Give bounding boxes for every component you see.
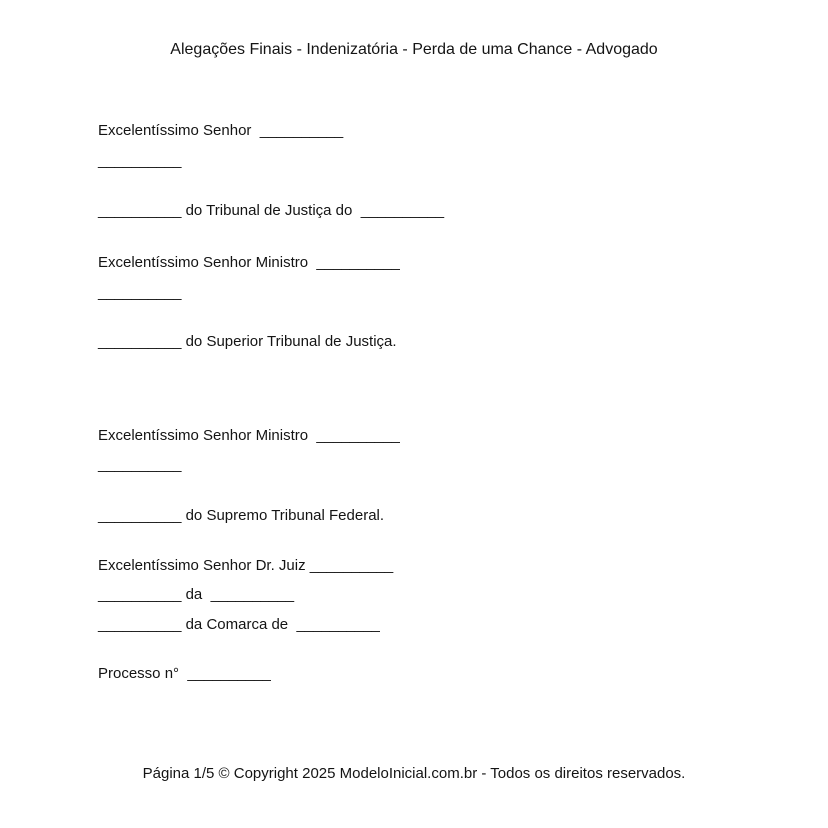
tribunal-justica-line: __________ do Tribunal de Justiça do __________ bbox=[98, 202, 445, 219]
document-title: Alegações Finais - Indenizatória - Perda de uma Chance - Advogado bbox=[170, 41, 658, 58]
processo-numero-line: Processo n° __________ bbox=[98, 665, 271, 682]
salutation-ministro-stj-line: Excelentíssimo Senhor Ministro __________ bbox=[98, 254, 400, 271]
salutation-ministro-stf-line: Excelentíssimo Senhor Ministro __________ bbox=[98, 427, 400, 444]
comarca-line: __________ da Comarca de __________ bbox=[98, 616, 380, 633]
salutation-senhor-line: Excelentíssimo Senhor __________ bbox=[98, 122, 344, 139]
supremo-tribunal-federal-line: __________ do Supremo Tribunal Federal. bbox=[98, 507, 385, 524]
superior-tribunal-justica-line: __________ do Superior Tribunal de Justiça. bbox=[98, 333, 397, 350]
blank-field-line: __________ bbox=[98, 456, 182, 473]
page-footer-copyright: Página 1/5 © Copyright 2025 ModeloInicial.com.br - Todos os direitos reservados. bbox=[142, 765, 686, 782]
blank-field-line: __________ bbox=[98, 152, 182, 169]
blank-field-line: __________ bbox=[98, 284, 182, 301]
vara-line: __________ da __________ bbox=[98, 586, 295, 603]
salutation-juiz-line: Excelentíssimo Senhor Dr. Juiz __________ bbox=[98, 557, 394, 574]
